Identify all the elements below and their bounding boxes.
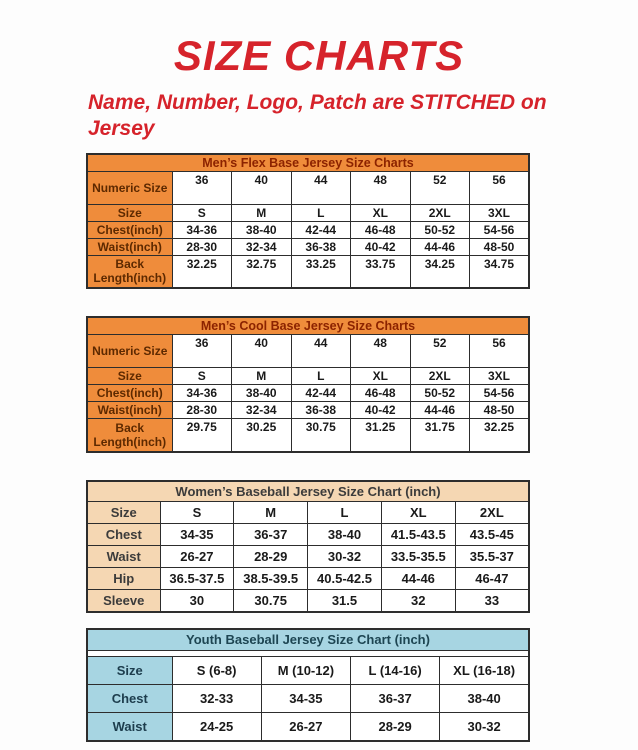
table-row — [87, 568, 529, 590]
size-value-cell: 24-25 — [172, 713, 261, 741]
size-value-cell: S — [172, 368, 232, 385]
size-chart-table-3 — [86, 628, 530, 742]
size-value-cell: 33.5-35.5 — [381, 546, 455, 568]
row-label-cell: Size — [87, 204, 172, 221]
size-value-cell: 38-40 — [308, 524, 382, 546]
size-value-cell: 44 — [291, 171, 351, 204]
size-value-cell: 34-35 — [160, 524, 234, 546]
size-value-cell: 36-37 — [351, 685, 440, 713]
size-value-cell: 52 — [410, 171, 470, 204]
table-row — [87, 385, 529, 402]
size-value-cell: XL (16-18) — [440, 657, 529, 685]
table-row — [87, 255, 529, 288]
row-label-cell: Chest — [87, 685, 172, 713]
table-row — [87, 402, 529, 419]
size-value-cell: 54-56 — [470, 221, 530, 238]
table-row — [87, 221, 529, 238]
size-value-cell: 44-46 — [410, 238, 470, 255]
size-value-cell: 30.25 — [232, 419, 292, 452]
table-row — [87, 335, 529, 368]
size-value-cell: 34.75 — [470, 255, 530, 288]
size-value-cell: 34-36 — [172, 221, 232, 238]
size-value-cell: 36-38 — [291, 238, 351, 255]
table-row — [87, 590, 529, 612]
row-label-cell: Waist — [87, 546, 160, 568]
size-value-cell: 34.25 — [410, 255, 470, 288]
chart-title: Men’s Flex Base Jersey Size Charts — [87, 154, 529, 172]
size-value-cell: 32.25 — [172, 255, 232, 288]
size-value-cell: 56 — [470, 335, 530, 368]
size-value-cell: 2XL — [410, 368, 470, 385]
size-value-cell: 36 — [172, 335, 232, 368]
size-chart-table-2 — [86, 480, 530, 613]
chart-title: Men’s Cool Base Jersey Size Charts — [87, 317, 529, 335]
size-value-cell: S — [160, 502, 234, 524]
row-label-cell: Size — [87, 368, 172, 385]
table-row — [87, 502, 529, 524]
table-row — [87, 368, 529, 385]
size-value-cell: 26-27 — [160, 546, 234, 568]
size-value-cell: 32.75 — [232, 255, 292, 288]
size-value-cell: 44-46 — [410, 402, 470, 419]
size-value-cell: 30-32 — [308, 546, 382, 568]
size-value-cell: 40-42 — [351, 402, 411, 419]
size-chart-table-0 — [86, 153, 530, 290]
size-value-cell: 38.5-39.5 — [234, 568, 308, 590]
size-value-cell: 30.75 — [234, 590, 308, 612]
size-value-cell: 36-37 — [234, 524, 308, 546]
size-value-cell: M — [232, 204, 292, 221]
chart-title-row — [87, 629, 529, 651]
table-row — [87, 171, 529, 204]
chart-title-row — [87, 154, 529, 172]
size-value-cell: 48 — [351, 335, 411, 368]
size-value-cell: 44 — [291, 335, 351, 368]
size-value-cell: 48 — [351, 171, 411, 204]
table-row — [87, 419, 529, 452]
size-value-cell: 54-56 — [470, 385, 530, 402]
row-label-cell: Chest(inch) — [87, 385, 172, 402]
size-value-cell: L (14-16) — [351, 657, 440, 685]
size-value-cell: 33 — [455, 590, 529, 612]
row-label-cell: Waist(inch) — [87, 402, 172, 419]
size-value-cell: 52 — [410, 335, 470, 368]
row-label-cell: Size — [87, 502, 160, 524]
table-row — [87, 657, 529, 685]
size-value-cell: 30.75 — [291, 419, 351, 452]
size-value-cell: 2XL — [455, 502, 529, 524]
size-value-cell: 3XL — [470, 204, 530, 221]
size-value-cell: 32-34 — [232, 402, 292, 419]
row-label-cell: Hip — [87, 568, 160, 590]
table-row — [87, 713, 529, 741]
chart-title: Youth Baseball Jersey Size Chart (inch) — [87, 629, 529, 651]
size-value-cell: 44-46 — [381, 568, 455, 590]
chart-title: Women’s Baseball Jersey Size Chart (inch) — [87, 481, 529, 502]
size-value-cell: 43.5-45 — [455, 524, 529, 546]
size-value-cell: 42-44 — [291, 385, 351, 402]
size-value-cell: L — [291, 204, 351, 221]
size-value-cell: 38-40 — [232, 385, 292, 402]
size-value-cell: 46-48 — [351, 385, 411, 402]
size-value-cell: 28-30 — [172, 238, 232, 255]
size-value-cell: 40.5-42.5 — [308, 568, 382, 590]
size-value-cell: 36.5-37.5 — [160, 568, 234, 590]
table-row — [87, 524, 529, 546]
size-value-cell: 34-36 — [172, 385, 232, 402]
size-value-cell: 41.5-43.5 — [381, 524, 455, 546]
size-value-cell: 50-52 — [410, 385, 470, 402]
size-value-cell: 33.25 — [291, 255, 351, 288]
size-value-cell: 2XL — [410, 204, 470, 221]
size-value-cell: 36-38 — [291, 402, 351, 419]
size-value-cell: 42-44 — [291, 221, 351, 238]
size-value-cell: 28-29 — [351, 713, 440, 741]
size-value-cell: 28-29 — [234, 546, 308, 568]
size-value-cell: M — [234, 502, 308, 524]
size-value-cell: 56 — [470, 171, 530, 204]
size-value-cell: 48-50 — [470, 402, 530, 419]
size-value-cell: 46-47 — [455, 568, 529, 590]
size-value-cell: 48-50 — [470, 238, 530, 255]
size-value-cell: 38-40 — [440, 685, 529, 713]
size-value-cell: 40 — [232, 171, 292, 204]
size-value-cell: 28-30 — [172, 402, 232, 419]
chart-title-row — [87, 317, 529, 335]
size-value-cell: 40-42 — [351, 238, 411, 255]
size-value-cell: 40 — [232, 335, 292, 368]
size-chart-table-1 — [86, 316, 530, 453]
size-value-cell: M (10-12) — [261, 657, 350, 685]
size-value-cell: L — [291, 368, 351, 385]
page-title: SIZE CHARTS — [173, 32, 465, 79]
size-value-cell: S (6-8) — [172, 657, 261, 685]
size-value-cell: 36 — [172, 171, 232, 204]
row-label-cell: Sleeve — [87, 590, 160, 612]
row-label-cell: Waist(inch) — [87, 238, 172, 255]
size-value-cell: 32 — [381, 590, 455, 612]
row-label-cell: Numeric Size — [87, 335, 172, 368]
row-label-cell: Waist — [87, 713, 172, 741]
size-value-cell: XL — [381, 502, 455, 524]
row-label-cell: Chest — [87, 524, 160, 546]
row-label-cell: Numeric Size — [87, 171, 172, 204]
size-value-cell: 31.75 — [410, 419, 470, 452]
size-value-cell: 31.25 — [351, 419, 411, 452]
page-subtitle: Name, Number, Logo, Patch are STITCHED on Jersey — [88, 91, 547, 141]
size-value-cell: 46-48 — [351, 221, 411, 238]
size-value-cell: 29.75 — [172, 419, 232, 452]
size-value-cell: 35.5-37 — [455, 546, 529, 568]
table-row — [87, 238, 529, 255]
size-value-cell: 30 — [160, 590, 234, 612]
size-value-cell: XL — [351, 368, 411, 385]
charts-container — [86, 153, 530, 742]
size-value-cell: 31.5 — [308, 590, 382, 612]
row-label-cell: Back Length(inch) — [87, 255, 172, 288]
chart-title-row — [87, 481, 529, 502]
size-value-cell: L — [308, 502, 382, 524]
size-value-cell: 50-52 — [410, 221, 470, 238]
size-value-cell: 33.75 — [351, 255, 411, 288]
size-value-cell: 32.25 — [470, 419, 530, 452]
row-label-cell: Back Length(inch) — [87, 419, 172, 452]
row-label-cell: Size — [87, 657, 172, 685]
table-row — [87, 685, 529, 713]
size-value-cell: S — [172, 204, 232, 221]
table-row — [87, 204, 529, 221]
size-value-cell: M — [232, 368, 292, 385]
size-value-cell: 3XL — [470, 368, 530, 385]
size-value-cell: 34-35 — [261, 685, 350, 713]
table-row — [87, 546, 529, 568]
size-value-cell: 32-34 — [232, 238, 292, 255]
size-value-cell: 32-33 — [172, 685, 261, 713]
size-value-cell: 38-40 — [232, 221, 292, 238]
row-label-cell: Chest(inch) — [87, 221, 172, 238]
size-value-cell: XL — [351, 204, 411, 221]
size-value-cell: 30-32 — [440, 713, 529, 741]
size-value-cell: 26-27 — [261, 713, 350, 741]
